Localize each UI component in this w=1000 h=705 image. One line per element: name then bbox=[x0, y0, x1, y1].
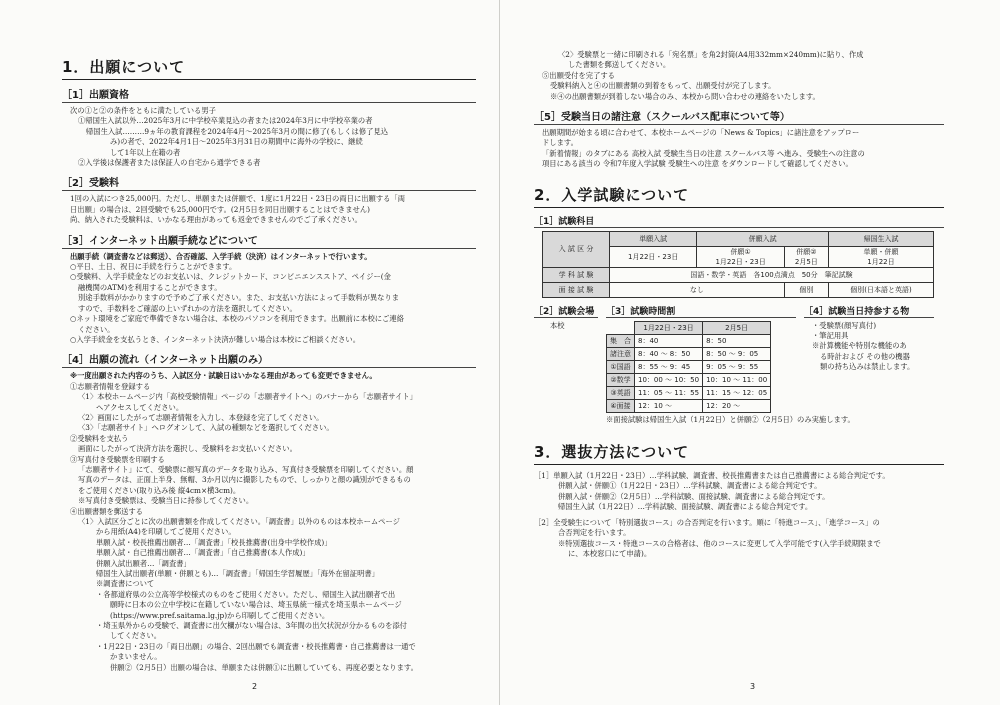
text-line: ※調査書について bbox=[96, 579, 155, 589]
text-line: ○受験料、入学手続金などのお支払いは、クレジットカード、コンビニエンスストア、ペイジー(金 bbox=[70, 272, 391, 282]
text-line: ※写真付き受験票は、受験当日に持参してください。 bbox=[78, 496, 254, 506]
text-line: 併願②（2月5日）出願の場合は、単願または併願①に出願していても、再度必要となります。 bbox=[110, 662, 418, 672]
kikoku-sub: 単願・併願 bbox=[863, 247, 899, 256]
schedule-time: 12：20 ～ bbox=[703, 399, 771, 412]
text-line: 〈1〉入試区分ごとに次の出願書類を作成してください。「調査書」以外のものは本校ホームページ bbox=[78, 517, 400, 526]
venue-block bbox=[534, 304, 598, 413]
text-line: ○入学手続金を支払うとき、インターネット決済が難しい場合は本校にご相談ください。 bbox=[70, 334, 360, 344]
text-line: 類の持ち込みは禁止します。 bbox=[820, 362, 915, 372]
cell-heigan1 bbox=[697, 246, 784, 267]
text-line: ※特別選抜コース・特進コースの合格者は、他のコースに変更して入学可能です(入学手続期限まで bbox=[558, 538, 881, 548]
heading-schedule: ［3］試験時間割 bbox=[606, 304, 796, 318]
text-line: 「志願者サイト」にて、受験票に顔写真のデータを取り込み、写真付き受験票を印刷してください。顔 bbox=[78, 464, 414, 474]
heading-exam-fee: ［2］受験料 bbox=[62, 174, 476, 191]
schedule-time: 9：05 ～ 9：55 bbox=[703, 360, 771, 373]
text-line: (https://www.pref.saitama.lg.jp)から印刷してご使用ください。 bbox=[110, 610, 330, 620]
schedule-time: 12：10 ～ bbox=[635, 399, 703, 412]
col-kikoku: 帰国生入試 bbox=[828, 231, 933, 246]
schedule-row-label: ③英語 bbox=[607, 386, 635, 399]
text-line: ※計算機能や特別な機能のあ bbox=[812, 341, 907, 351]
text-line: ⑤出願受付を完了する bbox=[542, 70, 615, 80]
text-line: ［1］単願入試（1月22日・23日）…学科試験、調査書、校長推薦書または自己推薦書による総合判定です。 bbox=[534, 471, 890, 481]
schedule-time: 11：05 ～ 11：55 bbox=[635, 386, 703, 399]
text-line: 項目にある該当の 令和7年度入学試験 受験生への注意 をダウンロードして確認してください。 bbox=[542, 159, 853, 169]
text-line: 帰国生入試（1月22日）…学科試験、面接試験、調査書による総合判定です。 bbox=[558, 502, 813, 512]
text-line: 次の①と②の条件をともに満たしている男子 bbox=[70, 106, 216, 115]
academic-subjects: 国語・数学・英語 各100点満点 50分 筆記試験 bbox=[610, 267, 934, 282]
text-line: 願時に日本の公立中学校に在籍していない場合は、埼玉県統一様式を埼玉県ホームページ bbox=[110, 600, 402, 610]
schedule-time: 10：10 ～ 11：00 bbox=[703, 373, 771, 386]
text-line: かまいません。 bbox=[110, 652, 162, 662]
col-tandoku: 単願入試 bbox=[610, 231, 697, 246]
exam-subjects-table bbox=[542, 231, 934, 298]
cell-heigan2 bbox=[784, 246, 828, 267]
text-line: 日出願」の場合は、2回受験でも25,000円です。(2月5日を同日出願することはできません) bbox=[70, 204, 370, 214]
text-line: 単願入試・自己推薦出願者…「調査書」「自己推薦書(本人作成)」 bbox=[96, 548, 310, 558]
schedule-time: 10：00 ～ 10：50 bbox=[635, 373, 703, 386]
text-line: 〈2〉画面にしたがって志願者情報を入力し、本登録を完了してください。 bbox=[78, 412, 324, 422]
text-line: ②受験料を支払う bbox=[70, 433, 129, 443]
schedule-time: 11：15 ～ 12：05 bbox=[703, 386, 771, 399]
text-line: ○平日、土日、祝日に手続を行うことができます。 bbox=[70, 262, 237, 272]
heigan2-label: 併願② bbox=[796, 247, 817, 256]
heading-internet-application: ［3］インターネット出願手続などについて bbox=[62, 232, 476, 249]
text-line: すので、手数料をご確認の上いずれかの方法を選択してください。 bbox=[78, 303, 297, 313]
text-line: ①帰国生入試以外…2025年3月に中学校卒業見込の者または2024年3月に中学校卒業の者 bbox=[78, 116, 373, 126]
text-line: から用紙(A4)を印刷してご使用ください。 bbox=[96, 527, 236, 537]
schedule-table bbox=[606, 321, 771, 413]
schedule-time: 8：50 bbox=[703, 334, 771, 347]
heigan1-label: 併願① bbox=[730, 247, 751, 256]
schedule-note: ※面接試験は帰国生入試（1月22日）と併願②（2月5日）のみ実施します。 bbox=[606, 414, 855, 424]
heigan1-date: 1月22日・23日 bbox=[715, 257, 766, 266]
cell-kikoku bbox=[828, 246, 933, 267]
text-line: ［2］全受験生について「特別選抜コース」の合否判定を行います。順に「特進コース」、「進学コース」の bbox=[534, 517, 880, 527]
text-line: 尚、納入された受験料は、いかなる理由があっても返金できませんのでご了承ください。 bbox=[70, 215, 362, 225]
text-line: ②入学後は保護者または保証人の自宅から通学できる者 bbox=[78, 158, 261, 168]
interview-individual: 個別 bbox=[784, 282, 828, 297]
col-heigan: 併願入試 bbox=[697, 231, 829, 246]
row-label-interview: 面 接 試 験 bbox=[543, 282, 610, 297]
heading-eligibility: ［1］出願資格 bbox=[62, 86, 476, 103]
kikoku-date: 1月22日 bbox=[867, 257, 895, 266]
text-line: 1回の入試につき25,000円。ただし、単願または併願で、1度に1月22日・23日の両日に出願する「両 bbox=[70, 194, 406, 204]
schedule-corner bbox=[607, 321, 635, 334]
text-line: 融機関のATM)を利用することができます。 bbox=[78, 282, 222, 292]
text-line: ①志願者情報を登録する bbox=[70, 381, 151, 391]
text-line: をご使用ください(取り込み後 縦4cm×横3cm)。 bbox=[78, 485, 241, 495]
text-line: ④出願書類を郵送する bbox=[70, 506, 143, 516]
interview-none: なし bbox=[610, 282, 785, 297]
row-label-exam-type: 入 試 区 分 bbox=[543, 231, 610, 267]
text-line-bold: ※一度出願された内容のうち、入試区分・試験日はいかなる理由があっても変更できません。 bbox=[70, 371, 377, 381]
text-line: ・受験票(顔写真付) bbox=[812, 320, 877, 330]
schedule-col2: 2月5日 bbox=[703, 321, 771, 334]
page-number: 3 bbox=[750, 682, 756, 691]
heading-application-flow: ［4］出願の流れ（インターネット出願のみ） bbox=[62, 351, 476, 368]
text-line: ・埼玉県外からの受験で、調査書に出欠欄がない場合は、3年間の出欠状況が分かるものを添付 bbox=[96, 621, 407, 631]
schedule-row-label: ②数学 bbox=[607, 373, 635, 386]
heading-venue: ［2］試験会場 bbox=[534, 304, 598, 318]
text-line: ・1月22日・23日の「両日出願」の場合、2回出願でも調査書・校長推薦書・自己推薦書は一通で bbox=[96, 641, 416, 651]
text-line: 〈2〉受験票と一緒に印刷される「宛名票」を角2封筒(A4用332mm×240mm)に貼り、作成 bbox=[558, 50, 864, 59]
schedule-row-label: ①国語 bbox=[607, 360, 635, 373]
text-line: してください。 bbox=[110, 631, 162, 641]
text-line-bold: 出願手続（調査書などは郵送）、合否確認、入学手続（決済）はインターネットで行います。 bbox=[70, 251, 372, 261]
text-line: 「新着情報」のタブにある 高校入試 受験生当日の注意 スクールバス等 へ進み、受験生への注意の bbox=[542, 148, 865, 158]
date-tandoku: 1月22日・23日 bbox=[610, 246, 697, 267]
text-line: る時計および その他の機器 bbox=[820, 351, 910, 361]
text-line: ※④の出願書類が到着しない場合のみ、本校から問い合わせの連絡をいたします。 bbox=[550, 91, 820, 101]
interview-kikoku: 個別(日本語と英語) bbox=[828, 282, 933, 297]
schedule-time: 8：55 ～ 9：45 bbox=[635, 360, 703, 373]
text-line: 出願期間が始まる頃に合わせて、本校ホームページの「News & Topics」に諸注意をアップロー bbox=[542, 128, 860, 138]
page-right bbox=[500, 0, 1000, 705]
text-line: ・各都道府県の公立高等学校様式のものをご使用ください。ただし、帰国生入試出願者で出 bbox=[96, 589, 396, 599]
text-line: 単願入試・校長推薦出願者…「調査書」「校長推薦書(出身中学校作成)」 bbox=[96, 537, 332, 547]
page-number: 2 bbox=[252, 682, 258, 691]
exam-info-row bbox=[534, 304, 944, 413]
text-line: 帰国生入試………9ヵ年の教育課程を2024年4月～2025年3月の間に修了(もしくは修了見込 bbox=[86, 126, 389, 136]
text-line: して1年以上在籍の者 bbox=[110, 147, 181, 157]
section-title-application: 1．出願について bbox=[62, 56, 476, 80]
text-line: 合否判定を行います。 bbox=[558, 528, 631, 538]
row-label-academic: 学 科 試 験 bbox=[543, 267, 610, 282]
heading-items: ［4］試験当日持参する物 bbox=[804, 304, 934, 318]
text-line: ドします。 bbox=[542, 138, 578, 148]
venue-value: 本校 bbox=[550, 320, 565, 330]
text-line: 併願入試出願者…「調査書」 bbox=[96, 558, 191, 568]
text-line: へアクセスしてください。 bbox=[96, 402, 184, 412]
text-line: み)の者で、2022年4月1日～2025年3月31日の期間中に海外の学校に、継続 bbox=[110, 137, 363, 147]
text-line: 〈3〉「志願者サイト」へログオンして、入試の種類などを選択してください。 bbox=[78, 423, 334, 433]
text-line: した書類を郵送してください。 bbox=[568, 60, 671, 70]
section-title-exam: 2．入学試験について bbox=[534, 184, 944, 208]
text-line: ③写真付き受験票を印刷する bbox=[70, 454, 165, 464]
section-title-selection: 3．選抜方法について bbox=[534, 441, 944, 465]
text-line: ・筆記用具 bbox=[812, 331, 849, 341]
text-line: 別途手数料がかかりますので予めご了承ください。また、お支払い方法によって手数料が異なりま bbox=[78, 293, 400, 303]
text-line: 受験料納入と④の出願書類の到着をもって、出願受付が完了します。 bbox=[550, 81, 776, 91]
schedule-row-label: 集 合 bbox=[607, 334, 635, 347]
heading-exam-subjects: ［1］試験科目 bbox=[534, 214, 944, 228]
text-line: 帰国生入試出願者(単願・併願とも)…「調査書」「帰国生学習履歴」「海外在留証明書」 bbox=[96, 569, 379, 579]
schedule-col1: 1月22日・23日 bbox=[635, 321, 703, 334]
text-line: 併願入試・併願②（2月5日）…学科試験、面接試験、調査書による総合判定です。 bbox=[558, 491, 830, 501]
items-block bbox=[804, 304, 934, 413]
schedule-time: 8：40 bbox=[635, 334, 703, 347]
text-line: 写真のデータは、正面上半身、無帽、3か月以内に撮影したもので、しっかりと顔の識別ができるもの bbox=[78, 475, 411, 485]
text-line: 併願入試・併願①（1月22日・23日）…学科試験、調査書による総合判定です。 bbox=[558, 481, 822, 491]
text-line: に、本校窓口にて申請)。 bbox=[568, 548, 652, 558]
heading-exam-day-notes: ［5］受験当日の諸注意（スクールバス配車について等） bbox=[534, 108, 944, 125]
schedule-time: 8：50 ～ 9：05 bbox=[703, 347, 771, 360]
schedule-row-label: 諸注意 bbox=[607, 347, 635, 360]
text-line: 〈1〉本校ホームページ内「高校受験情報」ページの「志願者サイトへ」のバナーから「志願者サイト」 bbox=[78, 392, 417, 402]
text-line: ください。 bbox=[78, 324, 115, 334]
schedule-block bbox=[606, 304, 796, 413]
schedule-row-label: ④面接 bbox=[607, 399, 635, 412]
text-line: ○ネット環境をご家庭で準備できない場合は、本校のパソコンを利用できます。出願前に本校にご連絡 bbox=[70, 314, 404, 324]
heigan2-date: 2月5日 bbox=[794, 257, 818, 266]
text-line: 画面にしたがって決済方法を選択し、受験料をお支払いください。 bbox=[78, 444, 297, 454]
schedule-time: 8：40 ～ 8：50 bbox=[635, 347, 703, 360]
